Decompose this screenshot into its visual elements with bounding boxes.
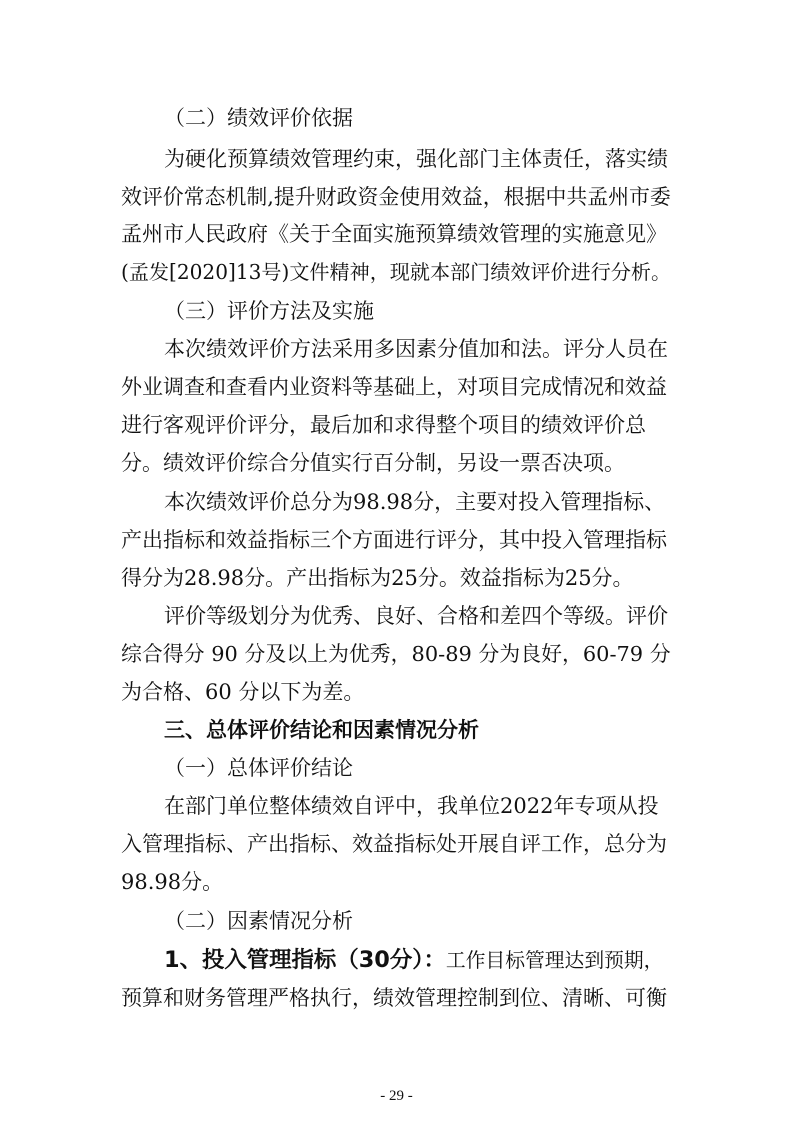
paragraph-line: 得分为28.98分。产出指标为25分。效益指标为25分。 [121,566,634,590]
item-title: 1、投入管理指标（30分）： [164,947,446,973]
paragraph-line: 效评价常态机制,提升财政资金使用效益，根据中共孟州市委 [121,185,671,209]
paragraph-line: 本次绩效评价总分为98.98分，主要对投入管理指标、 [164,490,666,514]
paragraph-line: 外业调查和查看内业资料等基础上，对项目完成情况和效益 [121,375,667,399]
paragraph-line: 分。绩效评价综合分值实行百分制，另设一票否决项。 [121,451,625,475]
paragraph-line: (孟发[2020]13号)文件精神，现就本部门绩效评价进行分析。 [121,260,672,284]
paragraph-line: 综合得分 90 分及以上为优秀，80-89 分为良好，60-79 分 [121,642,671,666]
part-heading: 三、总体评价结论和因素情况分析 [164,718,479,742]
page-number: - 29 - [380,1088,413,1104]
paragraph-line: 本次绩效评价方法采用多因素分值加和法。评分人员在 [164,337,668,361]
item-text: 工作目标管理达到预期， [445,949,664,972]
paragraph-line: 预算和财务管理严格执行，绩效管理控制到位、清晰、可衡 [121,986,667,1010]
section-heading-basis: （二）绩效评价依据 [164,106,353,130]
paragraph-line: 入管理指标、产出指标、效益指标处开展自评工作，总分为 [121,832,667,856]
paragraph-line: 在部门单位整体绩效自评中，我单位2022年专项从投 [164,794,659,818]
paragraph-line: 为硬化预算绩效管理约束，强化部门主体责任，落实绩 [164,147,668,171]
section-heading-method: （三）评价方法及实施 [164,299,374,323]
paragraph-line: 产出指标和效益指标三个方面进行评分，其中投入管理指标 [121,528,667,552]
paragraph-line: 进行客观评价评分，最后加和求得整个项目的绩效评价总 [121,413,646,437]
paragraph-line: 孟州市人民政府《关于全面实施预算绩效管理的实施意见》 [121,222,667,246]
subsection-heading-factors: （二）因素情况分析 [164,909,353,933]
paragraph-line: 98.98分。 [121,870,224,894]
paragraph-line: 评价等级划分为优秀、良好、合格和差四个等级。评价 [164,604,668,628]
item-line [164,945,663,975]
paragraph-line: 为合格、60 分以下为差。 [121,680,365,704]
subsection-heading-conclusion: （一）总体评价结论 [164,756,353,780]
